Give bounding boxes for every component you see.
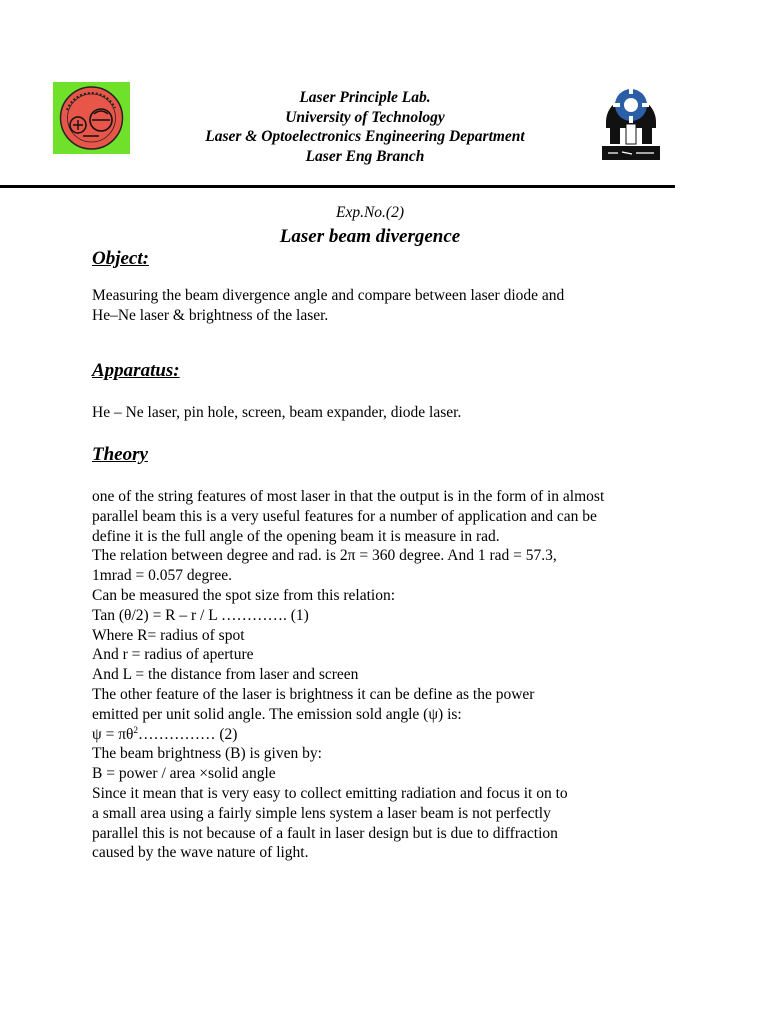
apparatus-heading: Apparatus: [92,360,180,381]
text-line: parallel this is not because of a fault in laser design but is due to diffraction [92,824,558,842]
text-line: And r = radius of aperture [92,646,254,664]
equation-2-rest: …………… (2) [137,725,238,743]
text-line: 1mrad = 0.057 degree. [92,567,233,585]
text-line: parallel beam this is a very useful features for a number of application and can be [92,507,597,525]
experiment-number: Exp.No.(2) [335,204,404,221]
object-heading: Object: [92,248,149,269]
text-line: The beam brightness (B) is given by: [92,745,322,763]
text-line: The relation between degree and rad. is 2π = 360 degree. And 1 rad = 57.3, [92,547,557,565]
header-line-branch: Laser Eng Branch [305,147,425,165]
text-line: one of the string features of most laser in that the output is in the form of in almost [92,488,605,505]
text-line: Can be measured the spot size from this relation: [92,586,396,604]
object-text [92,286,702,326]
equation-2-base: ψ = πθ [92,725,134,743]
text-line: He–Ne laser & brightness of the laser. [92,306,329,324]
header-line-lab: Laser Principle Lab. [299,89,431,106]
equation-brightness: B = power / area ×solid angle [92,765,276,783]
text-line: Since it mean that is very easy to collect emitting radiation and focus it on to [92,784,568,802]
experiment-title: Laser beam divergence [279,226,461,247]
header-divider [0,185,675,188]
equation-1: Tan (θ/2) = R – r / L …………. (1) [92,606,309,624]
document-header [0,0,768,190]
text-line: define it is the full angle of the opening beam it is measure in rad. [92,527,500,545]
equation-2 [92,725,702,745]
text-line: He – Ne laser, pin hole, screen, beam expander, diode laser. [92,404,462,421]
header-line-university: University of Technology [285,108,445,126]
apparatus-text [92,403,702,423]
text-line: And L = the distance from laser and screen [92,666,359,684]
text-line: a small area using a fairly simple lens system a laser beam is not perfectly [92,804,551,822]
department-logo [53,82,130,154]
header-line-department: Laser & Optoelectronics Engineering Department [205,128,525,145]
text-line: caused by the wave nature of light. [92,844,309,862]
text-line: Measuring the beam divergence angle and compare between laser diode and [92,287,565,304]
theory-heading: Theory [92,444,148,465]
text-line: Where R= radius of spot [92,626,245,644]
text-line: emitted per unit solid angle. The emission sold angle (ψ) is: [92,705,462,723]
text-line: The other feature of the laser is brightness it can be define as the power [92,685,535,703]
institution-header [150,88,580,166]
equation-2-exponent: 2 [133,724,138,735]
university-logo [598,72,664,164]
theory-text [92,487,702,863]
